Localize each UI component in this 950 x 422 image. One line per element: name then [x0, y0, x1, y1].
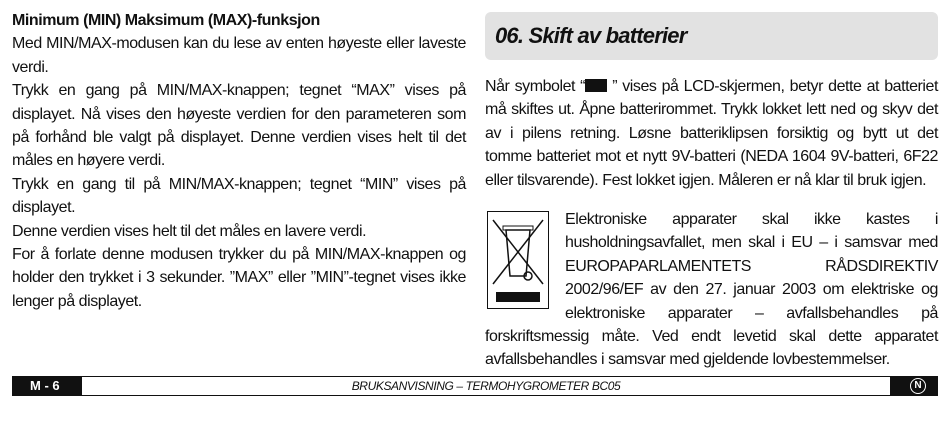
language-badge: N: [910, 378, 926, 394]
text: Når symbolet “: [485, 78, 586, 95]
page-number: M - 6: [30, 378, 60, 393]
paragraph: Trykk en gang på MIN/MAX-knappen; tegnet “MAX” vises på displayet. Nå vises den høyeste verdien for den parameteren som på forhånd ble valgt på displayet. Denne verdien vises helt til det måles en høyere verdi.: [12, 82, 466, 170]
paragraph: For å forlate denne modusen trykker du på MIN/MAX-knappen og holder den trykket i 3 sekunder. ”MAX” eller ”MIN”-tegnet vises ikke lenger på displayet.: [12, 246, 466, 310]
footer-bar: [12, 376, 938, 396]
left-column: [12, 9, 466, 313]
weee-block: [485, 208, 938, 372]
battery-paragraph: [485, 75, 938, 192]
section-title: 06. Skift av batterier: [495, 23, 687, 49]
paragraph: Med MIN/MAX-modusen kan du lese av enten høyeste eller laveste verdi.: [12, 35, 466, 76]
section-heading: Minimum (MIN) Maksimum (MAX)-funksjon: [12, 12, 320, 29]
weee-paragraph: Elektroniske apparater skal ikke kastes i husholdningsavfallet, men skal i EU – i samsvar med EUROPAPARLAMENTETS RÅDSDIREKTIV 2002/96/EF av den 27. januar 2003 om elektriske og elektroniske apparater – avfallsbehandles på forskriftsmessig måte. Ved endt levetid skal dette apparatet avfallsbehandles i samsvar med gjeldende lovbestemmelser.: [485, 211, 938, 369]
paragraph: Denne verdien vises helt til det måles en lavere verdi.: [12, 222, 367, 240]
section-header-box: [485, 12, 938, 60]
text: ” vises på LCD-skjermen, betyr dette at batteriet må skiftes ut. Åpne batterirommet. Trykk lokket lett ned og skyv det av i pilens retning. Løsne batteriklipsen forsiktig og bytt ut det tomme batteriet mot et nytt 9V-batteri (NEDA 1604 9V-batteri, 6F22 eller tilsvarende). Fest lokket igjen. Måleren er nå klar til bruk igjen.: [485, 78, 938, 189]
battery-icon: [585, 79, 607, 92]
right-column: [485, 12, 938, 372]
footer-title: BRUKSANVISNING – TERMOHYGROMETER BC05: [82, 377, 890, 395]
weee-bin-icon: [487, 211, 549, 309]
paragraph: Trykk en gang til på MIN/MAX-knappen; tegnet “MIN” vises på displayet.: [12, 175, 466, 217]
